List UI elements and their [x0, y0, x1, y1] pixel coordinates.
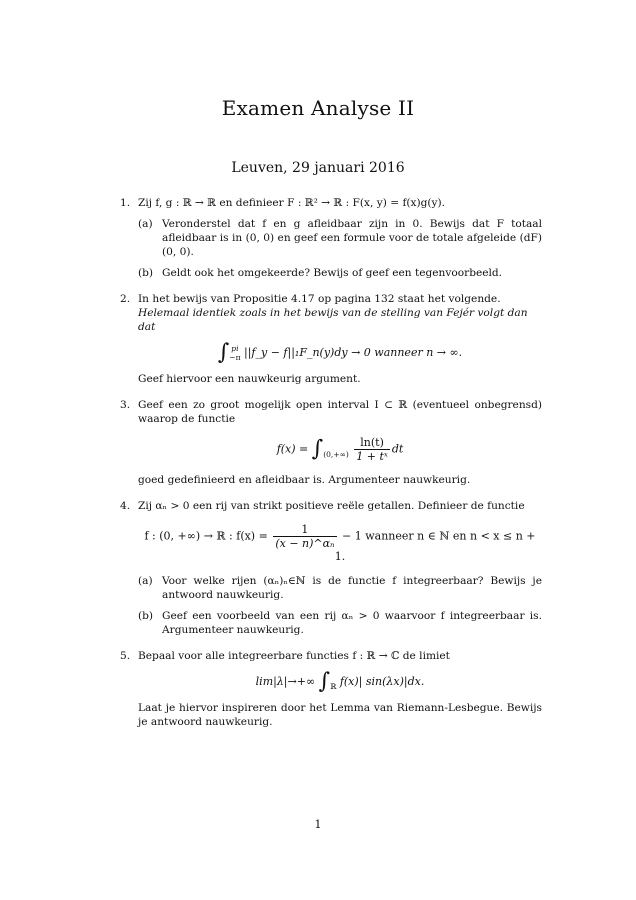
question-text: Zij αₙ > 0 een rij van strikt positieve reële getallen. Definieer de functie: [138, 500, 525, 512]
page-number: 1: [314, 818, 322, 831]
question-instruction: Geef hiervoor een nauwkeurig argument.: [138, 373, 361, 385]
integral-limits: [330, 673, 336, 691]
function-definition: [138, 436, 542, 463]
part-label: (a): [138, 575, 153, 587]
question-4: [120, 499, 542, 637]
integral-limits: [323, 441, 349, 459]
formula-tail: dt: [391, 442, 404, 456]
fraction-denominator: (x − n)^αₙ: [275, 537, 335, 550]
integral-sign: ∫: [311, 436, 324, 462]
question-1-part-a: [138, 217, 542, 259]
question-3: [120, 398, 542, 487]
question-5: [120, 649, 542, 729]
part-text: Voor welke rijen (αₙ)ₙ∈ℕ is de functie f integreerbaar? Bewijs je antwoord nauwkeurig.: [162, 575, 542, 601]
integral-domain: (0,+∞): [323, 449, 349, 459]
function-definition: [138, 523, 542, 564]
question-instruction: Laat je hiervor inspireren door het Lemma van Riemann-Lesbegue. Bewijs je antwoord nauwkeurig.: [138, 702, 542, 728]
part-text: Geldt ook het omgekeerde? Bewijs of geef een tegenvoorbeeld.: [162, 267, 503, 279]
part-label: (a): [138, 218, 153, 230]
document-title: Examen Analyse II: [221, 96, 415, 120]
fraction-denominator: 1 + tˣ: [356, 450, 388, 463]
fraction-numerator: 1: [273, 523, 336, 537]
integral-limits: [229, 344, 240, 362]
question-text: In het bewijs van Propositie 4.17 op pagina 132 staat het volgende.: [138, 293, 501, 305]
integral-sign: ∫: [318, 669, 331, 694]
question-4-part-a: [138, 574, 542, 602]
question-list: [120, 196, 542, 741]
question-number: 1.: [120, 197, 131, 209]
part-text: Veronderstel dat f en g afleidbaar zijn in 0. Bewijs dat F totaal afleidbaar is in (0, 0) en geef een formule voor de totale afgeleide (dF)(0, 0).: [162, 218, 542, 258]
question-quote: Helemaal identiek zoals in het bewijs van de stelling van Fejér volgt dan dat: [138, 307, 528, 333]
integral-sign: ∫: [217, 340, 230, 365]
limit-operator: lim|λ|→+∞: [255, 675, 316, 688]
part-label: (b): [138, 267, 154, 279]
question-1: [120, 196, 542, 280]
question-number: 2.: [120, 293, 131, 305]
document-subtitle: Leuven, 29 januari 2016: [231, 160, 405, 176]
fraction: [273, 523, 336, 550]
integral-formula: [138, 340, 542, 365]
question-number: 4.: [120, 500, 131, 512]
question-2: [120, 292, 542, 386]
question-instruction: goed gedefinieerd en afleidbaar is. Argumenteer nauwkeurig.: [138, 474, 471, 486]
question-1-part-b: [138, 266, 542, 280]
limit-formula: [138, 669, 542, 694]
formula-tail: f(x)| sin(λx)|dx.: [339, 675, 425, 688]
question-text: Zij f, g : ℝ → ℝ en definieer F : ℝ² → ℝ : F(x, y) = f(x)g(y).: [138, 197, 446, 209]
part-label: (b): [138, 610, 154, 622]
integral-lower-limit: −π: [229, 353, 241, 362]
fraction: [354, 436, 390, 463]
integral-upper-limit: pi: [231, 344, 239, 353]
formula-tail: − 1 wanneer n ∈ ℕ en n < x ≤ n + 1.: [334, 529, 536, 563]
question-4-part-b: [138, 609, 542, 637]
formula-lhs: f(x) =: [276, 442, 309, 456]
question-number: 3.: [120, 399, 131, 411]
question-number: 5.: [120, 650, 131, 662]
integral-domain: ℝ: [330, 682, 337, 691]
fraction-numerator: ln(t): [354, 436, 390, 450]
integral-body: ||f_y − f||₁F_n(y)dy → 0 wanneer n → ∞.: [244, 346, 463, 359]
question-text: Geef een zo groot mogelijk open interval I ⊂ ℝ (eventueel onbegrensd) waarop de functie: [138, 399, 542, 425]
question-text: Bepaal voor alle integreerbare functies f : ℝ → ℂ de limiet: [138, 650, 450, 662]
formula-lhs: f : (0, +∞) → ℝ : f(x) =: [144, 529, 268, 543]
part-text: Geef een voorbeeld van een rij αₙ > 0 waarvoor f integreerbaar is. Argumenteer nauwkeurig.: [162, 610, 542, 636]
